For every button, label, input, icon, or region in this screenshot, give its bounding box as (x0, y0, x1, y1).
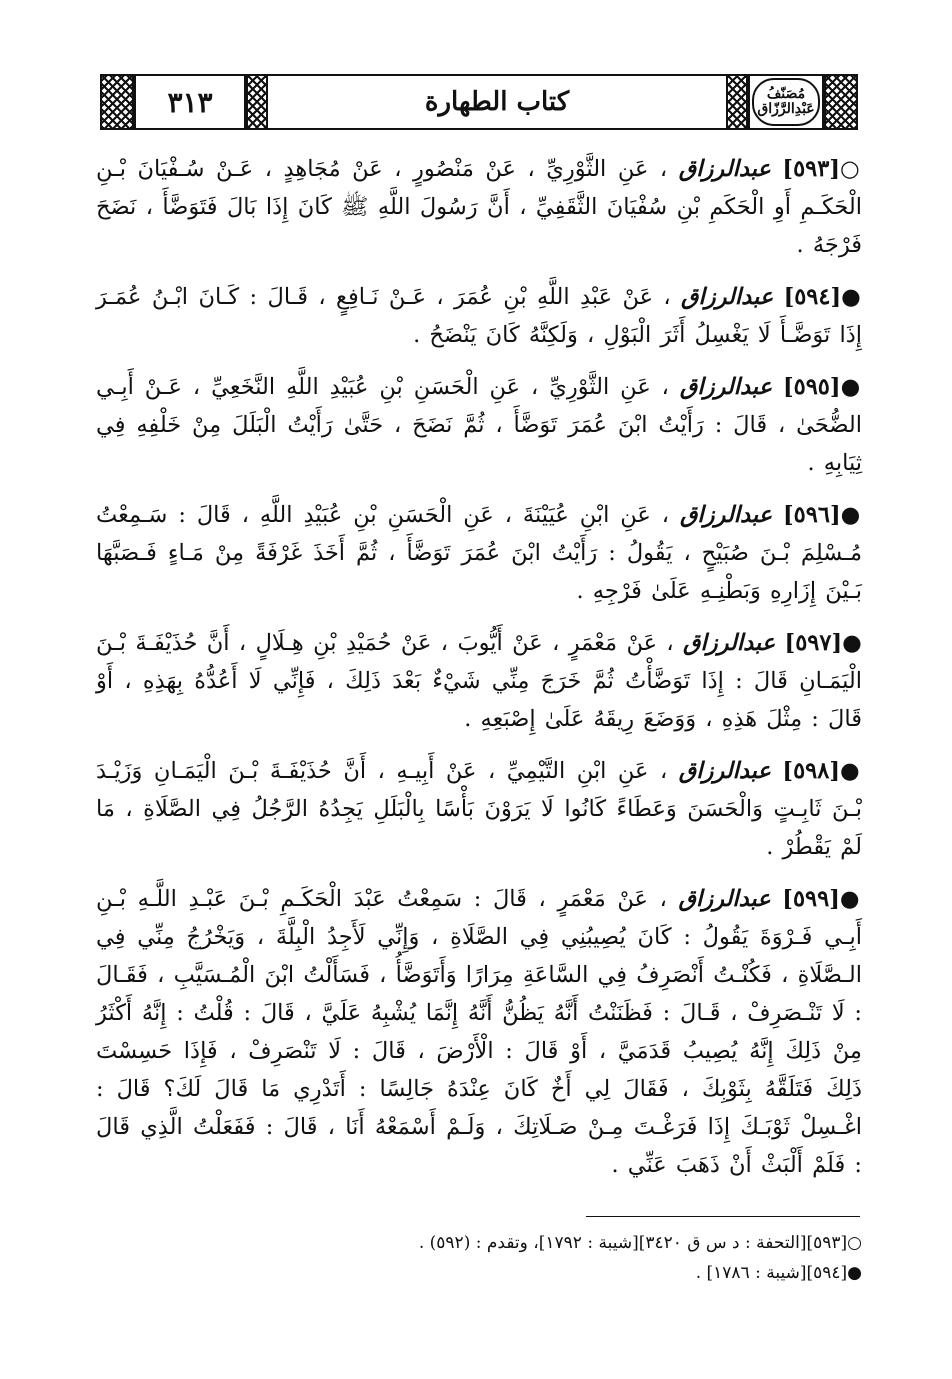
hadith-number: [٥٩٣] (782, 156, 840, 182)
narrator-name: عبدالرزاق (678, 758, 771, 784)
book-seal: مُصَنّفُ عَبْدِالرَّزّاق (752, 78, 820, 126)
hadith-marker: ● (841, 284, 863, 310)
hadith-list (96, 150, 862, 1198)
hadith-number: [٥٩٤] (783, 284, 842, 310)
narrator-name: عبدالرزاق (679, 374, 773, 400)
hadith-marker: ● (842, 630, 862, 656)
hadith-marker: ● (840, 374, 862, 400)
hadith-598 (96, 752, 862, 866)
hadith-marker: ○ (839, 156, 862, 182)
footnote-594: ●[٥٩٤][شيبة : ١٧٨٦] . (695, 1263, 862, 1283)
ornament-left (100, 74, 134, 130)
hadith-597 (96, 624, 862, 738)
page-number: ٣١٣ (134, 74, 246, 130)
hadith-number: [٥٩٧] (784, 630, 843, 656)
hadith-text: ، عَنِ الثَّوْرِيِّ ، عَنِ الْحَسَنِ بْنِ عُبَيْدِ اللَّهِ النَّخَعِيِّ ، عَـنْ أَبِـي الضُّحَىٰ ، قَالَ : رَأَيْتُ ابْنَ عُمَرَ تَوَضَّأَ ، ثُمَّ نَضَحَ ، حَتَّىٰ رَأَيْتُ الْبَلَلَ مِنْ خَلْفِهِ فِي ثِيَابِهِ . (96, 374, 862, 476)
hadith-599 (96, 880, 862, 1184)
narrator-name: عبدالرزاق (679, 502, 773, 528)
hadith-text: ، عَنِ ابْنِ التَّيْمِيِّ ، عَنْ أَبِيـهِ ، أَنَّ حُذَيْفَـةَ بْـنَ الْيَمَـانِ وَزَيْـدَ بْـنَ ثَابِـتٍ وَالْحَسَنَ وَعَطَاءً كَانُوا لَا يَرَوْنَ بَأْسًا بِالْبَلَلِ يَجِدُهُ الرَّجُلُ فِي الصَّلَاةِ ، مَا لَمْ يَقْطُرْ . (96, 758, 862, 860)
ornament-right (824, 74, 858, 130)
ornament-mid-left (246, 74, 268, 130)
hadith-number: [٥٩٨] (782, 758, 840, 784)
hadith-marker: ● (840, 502, 862, 528)
hadith-594 (96, 278, 862, 354)
hadith-marker: ● (840, 758, 863, 784)
section-title: كتاب الطهارة (268, 74, 726, 130)
hadith-number: [٥٩٥] (782, 374, 841, 400)
hadith-595 (96, 368, 862, 482)
hadith-text: ، عَنْ عَبْدِ اللَّهِ بْنِ عُمَرَ ، عَـنْ نَـافِعٍ ، قَـالَ : كَـانَ ابْـنُ عُمَـرَ إِذَا تَوَضَّـأَ لَا يَغْسِلُ أَثَرَ الْبَوْلِ ، وَلَكِنَّهُ كَانَ يَنْضَحُ . (96, 284, 862, 348)
hadith-number: [٥٩٦] (783, 502, 841, 528)
book-logo (748, 74, 824, 130)
hadith-marker: ● (839, 886, 862, 912)
footnote-divider (586, 1216, 860, 1217)
hadith-593 (96, 150, 862, 264)
narrator-name: عبدالرزاق (683, 630, 776, 656)
narrator-name: عبدالرزاق (678, 156, 771, 182)
hadith-text: ، عَنْ مَعْمَرٍ ، عَنْ أَيُّوبَ ، عَنْ حُمَيْدِ بْنِ هِـلَالٍ ، أَنَّ حُذَيْفَـةَ بْـنَ الْيَمَـانِ قَالَ : إِذَا تَوَضَّأْتُ ثُمَّ خَرَجَ مِنِّي شَيْءٌ بَعْدَ ذَلِكَ ، فَإِنِّي لَا أَعُدُّهُ بِهَذِهِ ، أَوْ قَالَ : مِثْلَ هَذِهِ ، وَوَضَعَ رِيقَهُ عَلَىٰ إِصْبَعِهِ . (96, 630, 862, 732)
hadith-text: ، عَنْ مَعْمَرٍ ، قَالَ : سَمِعْتُ عَبْدَ الْحَكَـمِ بْـنَ عَبْـدِ اللَّـهِ بْـنِ أَبِـي فَـرْوَةَ يَقُولُ : كَانَ يُصِيبُنِي فِي الصَّلَاةِ ، وَإِنِّي لَأَجِدُ الْبِلَّةَ ، وَيَخْرُجُ مِنِّي فِي الـصَّلَاةِ ، فَكُنْـتُ أَنْصَرِفُ فِي السَّاعَةِ مِرَارًا وَأَتَوَضَّأُ ، فَسَأَلْتُ ابْنَ الْمُـسَيَّبِ ، فَقَـالَ : لَا تَنْـصَرِفْ ، قَـالَ : فَظَنَنْتُ أَنَّهُ يَظُنُّ أَنَّهُ إِنَّمَا يُشْبِهُ عَلَيَّ ، قَالَ : قُلْتُ : إِنَّهُ أَكْثَرُ مِنْ ذَلِكَ إِنَّهُ يُصِيبُ قَدَمَيَّ ، أَوْ قَالَ : الْأَرْضَ ، قَالَ : لَا تَنْصَرِفْ ، فَإِذَا حَسِسْتَ ذَلِكَ فَتَلَقَّهُ بِثَوْبِكَ ، فَقَالَ لِي أَخٌ كَانَ عِنْدَهُ جَالِسًا : أَتَدْرِي مَا قَالَ لَكَ؟ قَالَ : اغْـسِلْ ثَوْبَـكَ إِذَا فَرَغْـتَ مِـنْ صَـلَاتِكَ ، وَلَـمْ أَسْمَعْهُ أَنَا ، قَالَ : فَفَعَلْتُ الَّذِي قَالَ : فَلَمْ أَلْبَثْ أَنْ ذَهَبَ عَنِّي . (96, 886, 862, 1178)
ornament-mid-right (726, 74, 748, 130)
hadith-text: ، عَنِ ابْنِ عُيَيْنَةَ ، عَنِ الْحَسَنِ بْنِ عُبَيْدِ اللَّهِ ، قَالَ : سَـمِعْتُ مُـسْلِمَ بْـنَ صُبَيْحٍ ، يَقُولُ : رَأَيْتُ ابْنَ عُمَرَ تَوَضَّأَ ، ثُمَّ أَخَذَ غَرْفَةً مِنْ مَـاءٍ فَـصَبَّهَا بَـيْنَ إِزَارِهِ وَبَطْنِـهِ عَلَىٰ فَرْجِهِ . (96, 502, 862, 604)
hadith-number: [٥٩٩] (782, 886, 840, 912)
hadith-596 (96, 496, 862, 610)
hadith-text: ، عَنِ الثَّوْرِيِّ ، عَنْ مَنْصُورٍ ، عَنْ مُجَاهِدٍ ، عَـنْ سُـفْيَانَ بْـنِ الْحَكَـمِ أَوِ الْحَكَمِ بْنِ سُفْيَانَ الثَّقَفِيِّ ، أَنَّ رَسُولَ اللَّهِ ﷺ كَانَ إِذَا بَالَ فَتَوَضَّأَ ، نَضَحَ فَرْجَهُ . (96, 156, 862, 258)
footnotes (96, 1228, 862, 1288)
narrator-name: عبدالرزاق (681, 284, 774, 310)
footnote-593: ○[٥٩٣][التحفة : د س ق ٣٤٢٠][شيبة : ١٧٩٢]، وتقدم : (٥٩٢) . (418, 1233, 862, 1253)
page-header (100, 74, 858, 130)
narrator-name: عبدالرزاق (678, 886, 771, 912)
